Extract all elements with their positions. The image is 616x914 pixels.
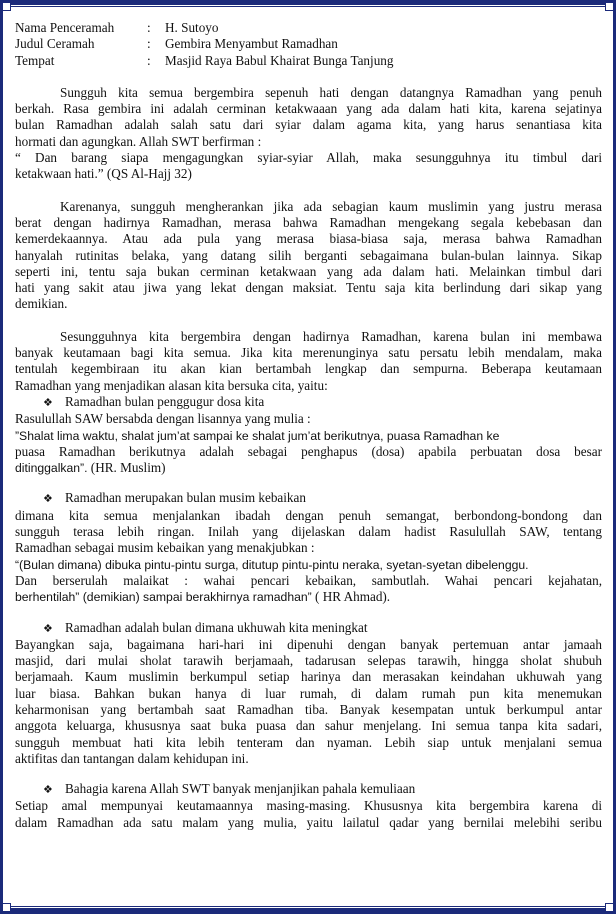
paragraph-line: berjamaah. Kaum muslimin berkumpul setiap harinya dan merasakan keindahan ukhuwah yang: [15, 669, 602, 685]
paragraph-line: anggota keluarga, khususnya saat buka puasa dan sahur menjelang. Ini semua tanpa kita sadari,: [15, 718, 602, 734]
paragraph-line: banyak keutamaan bagi kita semua. Jika kita merenunginya satu persatu lebih mendalam, maka: [15, 345, 602, 361]
corner-ornament: [2, 2, 11, 11]
diamond-bullet-icon: ❖: [43, 395, 53, 409]
document-page: [15, 20, 602, 831]
paragraph-line: Bayangkan saja, bagaimana hari-hari ini dipenuhi dengan banyak pertemuan antar jamaah: [15, 636, 602, 652]
diamond-bullet-icon: ❖: [43, 783, 53, 797]
hadith-text: berhentilah” (demikian) sampai berakhirnya ramadhan”: [15, 590, 312, 605]
header-row-speaker: [15, 20, 602, 36]
border-left: [0, 0, 3, 914]
bullet-heading-text: Ramadhan adalah bulan dimana ukhuwah kita meningkat: [65, 619, 368, 635]
header-value: H. Sutoyo: [165, 20, 219, 35]
paragraph-line: tentulah kegembiraan itu akan kian bertambah lengkap dan sempurna. Beberapa keutamaan: [15, 361, 602, 377]
hadith-source: ( HR Ahmad).: [311, 589, 391, 605]
paragraph-line: sungguh membuat hati kita lebih tenteram dan nyaman. Lebih siap untuk menjalani semua: [15, 734, 602, 750]
hadith-text: ditinggalkan”.: [15, 461, 88, 476]
paragraph-line: Karenanya, sungguh mengherankan jika ada sebagian kaum muslimin yang justru merasa: [60, 198, 602, 214]
quran-quote-line: “ Dan barang siapa mengagungkan syiar-syiar Allah, maka sesungguhnya itu timbul dari: [15, 150, 602, 166]
border-top-inner: [0, 6, 616, 7]
paragraph-line: hormati dan agungkan. Allah SWT berfirman :: [15, 133, 262, 149]
diamond-bullet-icon: ❖: [43, 621, 53, 635]
paragraph-line: Sesungguhnya kita bergembira dengan hadirnya Ramadhan, karena bulan ini membawa: [60, 328, 602, 344]
paragraph-line: sungguh terasa lebih ringan. Inilah yang dijelaskan dalam hadist Rasulullah SAW, tentang: [15, 524, 602, 540]
paragraph-line: luar biasa. Bahkan bukan hanya di luar rumah, di dalam rumah pun kita menemukan: [15, 685, 602, 701]
border-bottom-inner: [0, 906, 616, 907]
hadith-line: “(Bulan dimana) dibuka pintu-pintu surga, ditutup pintu-pintu neraka, syetan-syetan dibelenggu.: [15, 557, 529, 572]
header-label: Tempat: [15, 52, 55, 68]
bullet-heading: [15, 490, 602, 507]
paragraph-line: masjid, dari mulai sholat tarawih berjamaah, tadarusan selepas tarawih, hingga sholat shubuh: [15, 653, 602, 669]
paragraph-line: Setiap amal mempunyai keutamaannya masing-masing. Khususnya kita bergembira karena di: [15, 798, 602, 814]
bullet-heading-text: Ramadhan merupakan bulan musim kebaikan: [65, 490, 306, 506]
paragraph-line: Ramadhan sebagai musim kebaikan yang menakjubkan :: [15, 540, 315, 556]
header-separator: :: [147, 36, 151, 52]
header-label: Nama Penceramah: [15, 20, 115, 35]
paragraph-line: berat dengan hadirnya Ramadhan, merasa bahwa Ramadhan mengekang segala kebebasan dan: [15, 214, 602, 230]
hadith-line: puasa Ramadhan berikutnya adalah sebagai penghapus (dosa) apabila perbuatan dosa besar: [15, 443, 602, 459]
hadith-line: Dan berserulah malaikat : wahai pencari kebaikan, sambutlah. Wahai pencari kejahatan,: [15, 572, 602, 588]
quran-quote-line: ketakwaan hati.” (QS Al-Hajj 32): [15, 166, 192, 182]
header-value: Masjid Raya Babul Khairat Bunga Tanjung: [165, 52, 394, 68]
header-separator: :: [147, 20, 151, 35]
corner-ornament: [605, 903, 614, 912]
bullet-heading: [15, 781, 602, 798]
paragraph-line: bulan Ramadhan adalah salah satu dari syiar dalam agama kita, yang harus senantiasa kita: [15, 117, 602, 133]
paragraph-line: Rasulullah SAW bersabda dengan lisannya yang mulia :: [15, 411, 311, 427]
corner-ornament: [2, 903, 11, 912]
hadith-line: [15, 460, 602, 476]
header-separator: :: [147, 52, 151, 68]
paragraph-line: seperti ini, tentu saja bukan cerminan ketakwaan yang ada dalam hati. Melainkan timbul dari: [15, 263, 602, 279]
paragraph-line: dimana kita semua menjalankan ibadah dengan penuh semangat, berbondong-bondong dan: [15, 507, 602, 523]
bullet-heading: [15, 394, 602, 411]
border-top: [0, 0, 616, 5]
paragraph-line: hanyalah rutinitas belaka, yang datang silih berganti sebagaimana bulan-bulan lainnya. Sikap: [15, 247, 602, 263]
paragraph-line: berkah. Rasa gembira ini adalah cerminan ketakwaaan yang ada dalam hati kita, karena sejatinya: [15, 101, 602, 117]
diamond-bullet-icon: ❖: [43, 492, 53, 506]
paragraph-line: Ramadhan yang menjadikan alasan kita bersuka cita, yaitu:: [15, 377, 328, 393]
bullet-heading-text: Ramadhan bulan penggugur dosa kita: [65, 393, 265, 409]
header-row-title: [15, 36, 602, 52]
header-row-place: [15, 53, 602, 69]
paragraph-line: kemerdekaannya. Atau ada pula yang merasa biasa-biasa saja, merasa bahwa Ramadhan: [15, 231, 602, 247]
paragraph-line: demikian.: [15, 296, 68, 312]
paragraph-line: keharmonisan yang bertambah saat Ramadhan tiba. Banyak kesempatan untuk berkumpul antar: [15, 701, 602, 717]
bullet-heading: [15, 620, 602, 637]
paragraph-line: dalam Ramadhan ada satu malam yang mulia, yaitu lailatul qadar yang bernilai melebihi seribu: [15, 814, 602, 830]
corner-ornament: [605, 2, 614, 11]
border-bottom: [0, 908, 616, 914]
hadith-line: [15, 589, 602, 605]
header-value: Gembira Menyambut Ramadhan: [165, 36, 338, 52]
hadith-source: (HR. Muslim): [87, 460, 166, 476]
header-label: Judul Ceramah: [15, 36, 95, 52]
bullet-heading-text: Bahagia karena Allah SWT banyak menjanjikan pahala kemuliaan: [65, 781, 416, 797]
paragraph-line: Sungguh kita semua bergembira sepenuh hati dengan datangnya Ramadhan yang penuh: [60, 84, 602, 100]
paragraph-line: aktifitas dan tantangan dalam kehidupan ini.: [15, 750, 249, 766]
hadith-line: ”Shalat lima waktu, shalat jum’at sampai ke shalat jum’at berikutnya, puasa Ramadhan ke: [15, 428, 500, 443]
paragraph-line: hati yang sakit atau jiwa yang lekat dengan maksiat. Tentu saja kita berlindung dari sikap yang: [15, 280, 602, 296]
